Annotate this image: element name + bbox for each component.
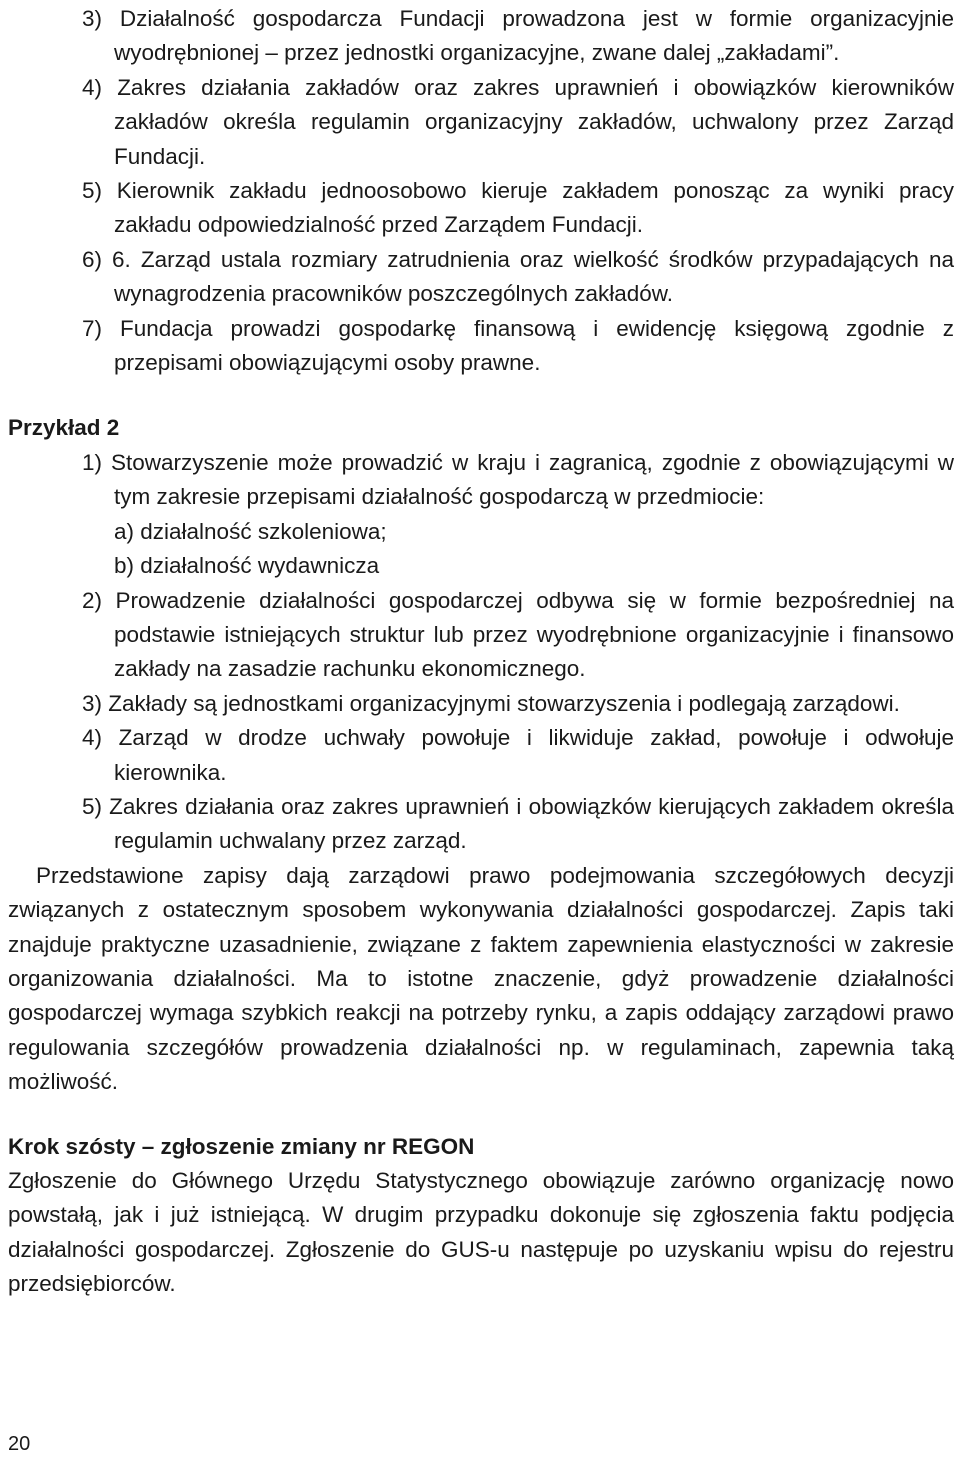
list-item: 3) Działalność gospodarcza Fundacji prowadzona jest w formie organizacyjnie wyodrębnionej – przez jednostki organizacyjne, zwane dalej „zakładami”.: [82, 6, 954, 66]
statute-list-continued: [8, 2, 954, 380]
section-heading: Krok szósty – zgłoszenie zmiany nr REGON: [8, 1133, 475, 1159]
list-item: 6) 6. Zarząd ustala rozmiary zatrudnienia oraz wielkość środków przypadających na wynagrodzenia pracowników poszczególnych zakładów.: [82, 246, 954, 307]
list-item: 1) Stowarzyszenie może prowadzić w kraju i zagranicą, zgodnie z obowiązującymi w tym zakresie przepisami działalność gospodarczą w przedmiocie:: [82, 449, 954, 510]
list-item: 4) Zarząd w drodze uchwały powołuje i likwiduje zakład, powołuje i odwołuje kierownika.: [82, 725, 954, 785]
sub-list-item: b) działalność wydawnicza: [114, 553, 380, 579]
list-item: 7) Fundacja prowadzi gospodarkę finansową i ewidencję księgową zgodnie z przepisami obowiązującymi osoby prawne.: [82, 315, 954, 376]
list-item: 4) Zakres działania zakładów oraz zakres uprawnień i obowiązków kierowników zakładów określa regulamin organizacyjny zakładów, uchwalony przez Zarząd Fundacji.: [82, 74, 954, 169]
list-item: 5) Kierownik zakładu jednoosobowo kieruje zakładem ponosząc za wyniki pracy zakładu odpowiedzialność przed Zarządem Fundacji.: [82, 178, 954, 238]
sub-list-item: a) działalność szkoleniowa;: [114, 518, 387, 544]
spacer: [8, 380, 954, 411]
section-paragraph: Zgłoszenie do Głównego Urzędu Statystycznego obowiązuje zarówno organizację nowo powstałą, jak i już istniejącą. W drugim przypadku dokonuje się zgłoszenia faktu podjęcia działalności gospodarczej. Zgłoszenie do GUS-u następuje po uzyskaniu wpisu do rejestru przedsiębiorców.: [8, 1168, 954, 1297]
spacer: [8, 1100, 954, 1130]
document-page: [8, 2, 954, 1302]
example-list: [8, 446, 954, 859]
list-item: 5) Zakres działania oraz zakres uprawnień i obowiązków kierujących zakładem określa regulamin uchwalany przez zarząd.: [82, 793, 954, 854]
list-item: 3) Zakłady są jednostkami organizacyjnymi stowarzyszenia i podlegają zarządowi.: [82, 690, 900, 716]
list-item: 2) Prowadzenie działalności gospodarczej odbywa się w formie bezpośredniej na podstawie istniejących struktur lub przez wyodrębnione organizacyjnie i finansowo zakłady na zasadzie rachunku ekonomicznego.: [82, 587, 954, 682]
example-heading: Przykład 2: [8, 415, 120, 441]
commentary-paragraph: Przedstawione zapisy dają zarządowi prawo podejmowania szczegółowych decyzji związanych z ostatecznym sposobem wykonywania działalności gospodarczej. Zapis taki znajduje praktyczne uzasadnienie, związane z faktem zapewnienia elastyczności w zakresie organizowania działalności. Ma to istotne znaczenie, gdyż prowadzenie działalności gospodarczej wymaga szybkich reakcji na potrzeby rynku, a zapis oddający zarządowi prawo regulowania szczegółów prowadzenia działalności np. w regulaminach, zapewnia taką możliwość.: [8, 862, 954, 1095]
page-number: 20: [8, 1433, 31, 1455]
